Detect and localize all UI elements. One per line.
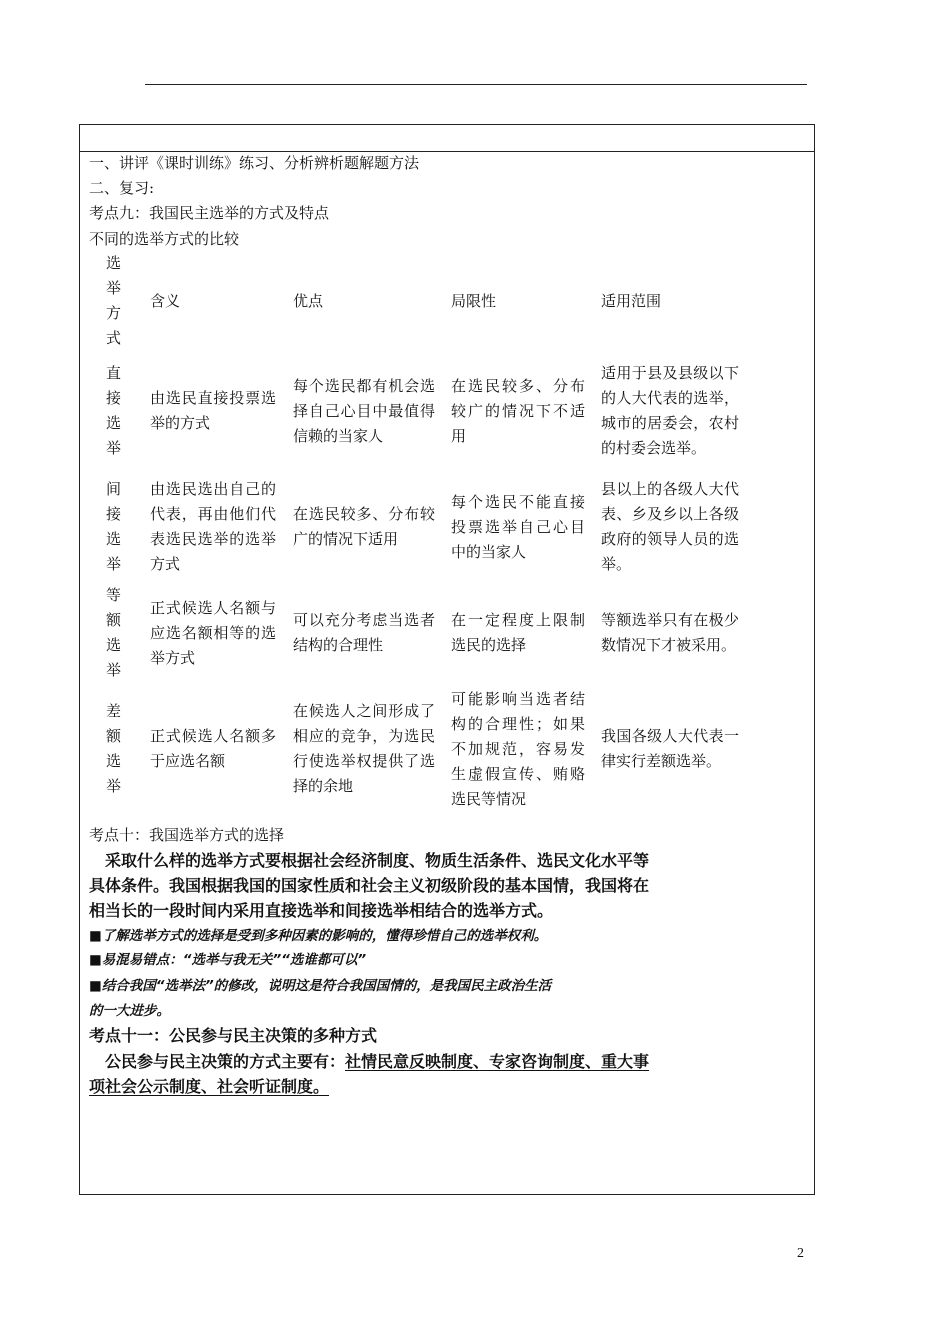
note-3-continued: 的一大进步。 — [89, 1003, 170, 1019]
table-caption: 不同的选举方式的比较 — [89, 230, 240, 248]
cell-text: 在选民较多、分布较广的情况下适用 — [293, 505, 435, 548]
table-row — [85, 471, 745, 583]
lesson-line-1: 一、讲评《课时训练》练习、分析辨析题解题方法 — [89, 154, 420, 172]
cell-text: 可以充分考虑当选者结构的合理性 — [293, 611, 435, 654]
cell-text: 每个选民不能直接投票选举自己心目中的当家人 — [451, 492, 585, 561]
note-3-text: 结合我国“选举法”的修改，说明这是符合我国国情的，是我国民主政治生活 — [101, 978, 552, 994]
note-marker: ■ — [89, 928, 102, 944]
cell-text: 县以上的各级人大代表、乡及乡以上各级政府的领导人员的选举。 — [601, 480, 739, 573]
page-number: 2 — [797, 1246, 804, 1261]
point11-lead: 公民参与民主决策的方式主要有： — [105, 1052, 346, 1071]
table-cell — [601, 351, 745, 471]
cell-text: 可能影响当选者结构的合理性；如果不加规范，容易发生虚假宣传、贿赂选民等情况 — [451, 689, 585, 808]
table-cell — [140, 351, 293, 471]
cell-text: 正式候选人名额多于应选名额 — [150, 727, 276, 770]
point9-title: 考点九：我国民主选举的方式及特点 — [89, 204, 330, 222]
cell-text: 在候选人之间形成了相应的竞争，为选民行使选举权提供了选择的余地 — [293, 702, 435, 795]
cell-text: 等额选举只有在极少数情况下才被采用。 — [601, 611, 739, 654]
table-row — [85, 583, 745, 683]
cell-text: 局限性 — [451, 291, 497, 310]
cell-text: 适用范围 — [601, 291, 662, 310]
point11-line-1 — [105, 1048, 649, 1076]
cell-text: 优点 — [293, 291, 324, 310]
point10-paragraph-line-1: 采取什么样的选举方式要根据社会经济制度、物质生活条件、选民文化水平等 — [105, 851, 650, 870]
table-cell — [293, 471, 451, 583]
table-header-cell — [601, 251, 745, 351]
note-2-text: 易混易错点：“选举与我无关”“选谁都可以” — [101, 952, 367, 968]
table-cell — [85, 583, 140, 683]
point10-paragraph-line-3: 相当长的一段时间内采用直接选举和间接选举相结合的选举方式。 — [89, 901, 554, 920]
cell-text: 直接选举 — [106, 364, 122, 457]
table-cell — [85, 351, 140, 471]
table-header-cell — [451, 251, 601, 351]
table-cell — [140, 583, 293, 683]
cell-text: 选举方式 — [106, 254, 122, 347]
table-header-cell — [293, 251, 451, 351]
cell-text: 等额选举 — [106, 586, 122, 679]
cell-text: 每个选民都有机会选择自己心目中最值得信赖的当家人 — [293, 376, 435, 445]
cell-text: 差额选举 — [106, 702, 122, 795]
note-3 — [89, 973, 551, 999]
point11-methods-part-2: 项社会公示制度、社会听证制度。 — [89, 1077, 330, 1096]
note-marker: ■ — [89, 978, 102, 994]
point11-title: 考点十一：公民参与民主决策的多种方式 — [89, 1026, 378, 1045]
table-cell — [601, 583, 745, 683]
table-cell — [85, 683, 140, 815]
cell-text: 在一定程度上限制选民的选择 — [451, 611, 585, 654]
table-cell — [451, 351, 601, 471]
table-header-row — [85, 251, 745, 351]
lesson-line-2: 二、复习: — [89, 179, 155, 197]
cell-text: 在选民较多、分布较广的情况下不适用 — [451, 376, 585, 445]
table-cell — [601, 683, 745, 815]
table-header-cell — [140, 251, 293, 351]
point10-title: 考点十：我国选举方式的选择 — [89, 826, 285, 844]
cell-text: 正式候选人名额与应选名额相等的选举方式 — [150, 598, 276, 667]
header-rule — [145, 84, 807, 85]
cell-text: 适用于县及县级以下的人大代表的选举，城市的居委会，农村的村委会选举。 — [601, 364, 739, 457]
comparison-table — [85, 251, 745, 815]
cell-text: 由选民选出自己的代表，再由他们代表选民选举的选举方式 — [150, 480, 276, 573]
point11-methods-part-1: 社情民意反映制度、专家咨询制度、重大事 — [345, 1052, 650, 1071]
table-row — [85, 683, 745, 815]
note-1 — [89, 923, 547, 949]
cell-text: 间接选举 — [106, 480, 122, 573]
table-cell — [293, 583, 451, 683]
table-cell — [451, 583, 601, 683]
cell-text: 含义 — [150, 291, 181, 310]
note-2 — [89, 947, 366, 973]
table-cell — [85, 471, 140, 583]
table-header-cell — [85, 251, 140, 351]
table-cell — [451, 683, 601, 815]
point10-paragraph-line-2: 具体条件。我国根据我国的国家性质和社会主义初级阶段的基本国情，我国将在 — [89, 876, 650, 895]
table-cell — [293, 351, 451, 471]
table-cell — [601, 471, 745, 583]
table-cell — [140, 471, 293, 583]
note-marker: ■ — [89, 952, 102, 968]
table-row — [85, 351, 745, 471]
cell-text: 我国各级人大代表一律实行差额选举。 — [601, 727, 739, 770]
cell-text: 由选民直接投票选举的方式 — [150, 389, 276, 432]
table-cell — [140, 683, 293, 815]
note-1-text: 了解选举方式的选择是受到多种因素的影响的，懂得珍惜自己的选举权利。 — [101, 928, 548, 944]
table-cell — [293, 683, 451, 815]
table-cell — [451, 471, 601, 583]
